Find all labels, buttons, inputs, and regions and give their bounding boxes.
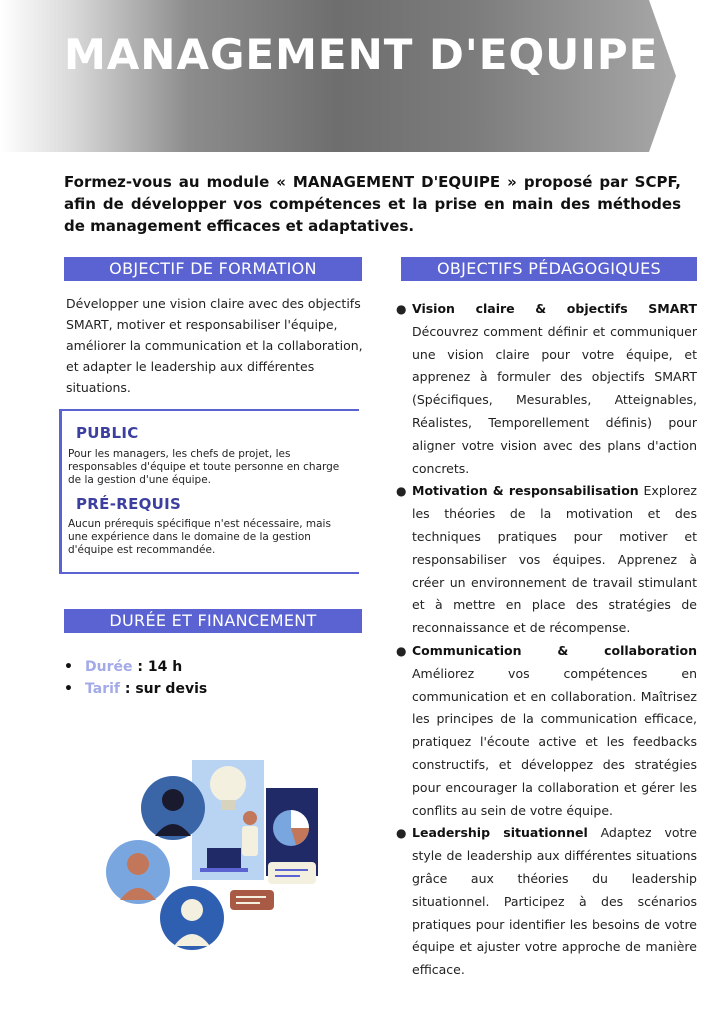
avatar-head-shape bbox=[127, 853, 149, 875]
item-text: Découvrez comment définir et communiquer une vision claire pour votre équipe, et apprenez à formuler des objectifs SMART (Spécifiques, Mesurables, Atteignables, Réalistes, Temporellement définis) pour aligner votre vision avec des plans d'action concrets. bbox=[412, 323, 697, 476]
person-body-shape bbox=[242, 826, 258, 856]
item-text: Améliorez vos compétences en communication et en collaboration. Maîtrisez les principes de la communication efficace, pratiquez l'écoute active et les feedbacks constructifs, et développez des stratégies pour encourager la collaboration et gérer les conflits au sein de votre équipe. bbox=[412, 665, 697, 818]
item-title: Communication & collaboration bbox=[412, 642, 697, 658]
item-text: Explorez les théories de la motivation et des techniques pratiques pour motiver et responsabiliser vos équipes. Apprenez à créer un environnement de travail stimulant et à mettre en place des stratégies de reconnaissance et de récompense. bbox=[412, 483, 697, 636]
pedagogiques-heading: OBJECTIFS PÉDAGOGIQUES bbox=[401, 257, 697, 281]
duree-label: Durée bbox=[85, 659, 133, 675]
item-title: Leadership situationnel bbox=[412, 825, 588, 841]
chat-bubble-icon bbox=[268, 862, 316, 884]
page-title: MANAGEMENT D'EQUIPE bbox=[64, 30, 659, 79]
laptop-icon bbox=[207, 848, 241, 868]
intro-paragraph: Formez-vous au module « MANAGEMENT D'EQUIPE » proposé par SCPF, afin de développer vos compétences et la prise en main des méthodes de management efficaces et adaptatives. bbox=[64, 173, 681, 235]
list-item: ● Vision claire & objectifs SMART Découvrez comment définir et communiquer une vision claire pour votre équipe, et apprenez à formuler des objectifs SMART (Spécifiques, Mesurables, Atteignables, Réalistes, Temporellement définis) pour aligner votre vision avec des plans d'action concrets. bbox=[396, 301, 697, 476]
prereq-text: Aucun prérequis spécifique n'est nécessaire, mais une expérience dans le domaine de la gestion d'équipe est recommandée. bbox=[68, 518, 331, 556]
laptop-base-shape bbox=[200, 868, 248, 872]
pedagogiques-list bbox=[390, 298, 697, 982]
list-item: ● Leadership situationnel Adaptez votre style de leadership aux différentes situations grâce aux théories du leadership situationnel. Participez à des scénarios pratiques pour identifier les besoins de votre équipe et ajuster votre approche de manière efficace. bbox=[396, 825, 697, 978]
public-title: PUBLIC bbox=[76, 424, 139, 442]
prereq-title: PRÉ-REQUIS bbox=[76, 495, 182, 513]
lightbulb-icon bbox=[210, 766, 246, 802]
public-text: Pour les managers, les chefs de projet, les responsables d'équipe et toute personne en charge de la gestion d'une équipe. bbox=[68, 448, 340, 486]
list-item: ● Communication & collaboration Améliorez vos compétences en communication et en collaboration. Maîtrisez les principes de la communication efficace, pratiquez l'écoute active et les feedbacks constructifs, et développez des stratégies pour encourager la collaboration et gérer les conflits au sein de votre équipe. bbox=[396, 642, 697, 818]
duree-heading: DURÉE ET FINANCEMENT bbox=[64, 609, 362, 633]
tarif-label: Tarif bbox=[85, 681, 120, 697]
tarif-value: : sur devis bbox=[120, 681, 208, 697]
item-title: Motivation & responsabilisation bbox=[412, 483, 639, 499]
item-title: Vision claire & objectifs SMART bbox=[412, 301, 697, 316]
list-item: • Durée : 14 h bbox=[64, 659, 183, 675]
list-item: ● Motivation & responsabilisation Explorez les théories de la motivation et des techniques pratiques pour motiver et responsabiliser vos équipes. Apprenez à créer un environnement de travail stimulant et à mettre en place des stratégies de reconnaissance et de récompense. bbox=[396, 483, 697, 636]
chat-bubble-icon bbox=[230, 890, 274, 910]
avatar-head-shape bbox=[181, 899, 203, 921]
team-illustration bbox=[100, 750, 325, 950]
person-head-icon bbox=[243, 811, 257, 825]
list-item: • Tarif : sur devis bbox=[64, 681, 208, 697]
item-text: Adaptez votre style de leadership aux différentes situations grâce aux théories du leadership situationnel. Participez à des scénarios pratiques pour identifier les besoins de votre équipe et ajuster votre approche de manière efficace. bbox=[412, 825, 697, 978]
objectif-heading: OBJECTIF DE FORMATION bbox=[64, 257, 362, 281]
duree-value: : 14 h bbox=[132, 659, 183, 675]
duree-list bbox=[64, 656, 207, 700]
objectif-text: Développer une vision claire avec des objectifs SMART, motiver et responsabiliser l'équipe, améliorer la communication et la collaboration, et adapter le leadership aux différentes situations. bbox=[66, 296, 363, 395]
avatar-head-shape bbox=[162, 789, 184, 811]
lightbulb-base-shape bbox=[221, 800, 235, 810]
public-prereq-card bbox=[59, 409, 359, 574]
